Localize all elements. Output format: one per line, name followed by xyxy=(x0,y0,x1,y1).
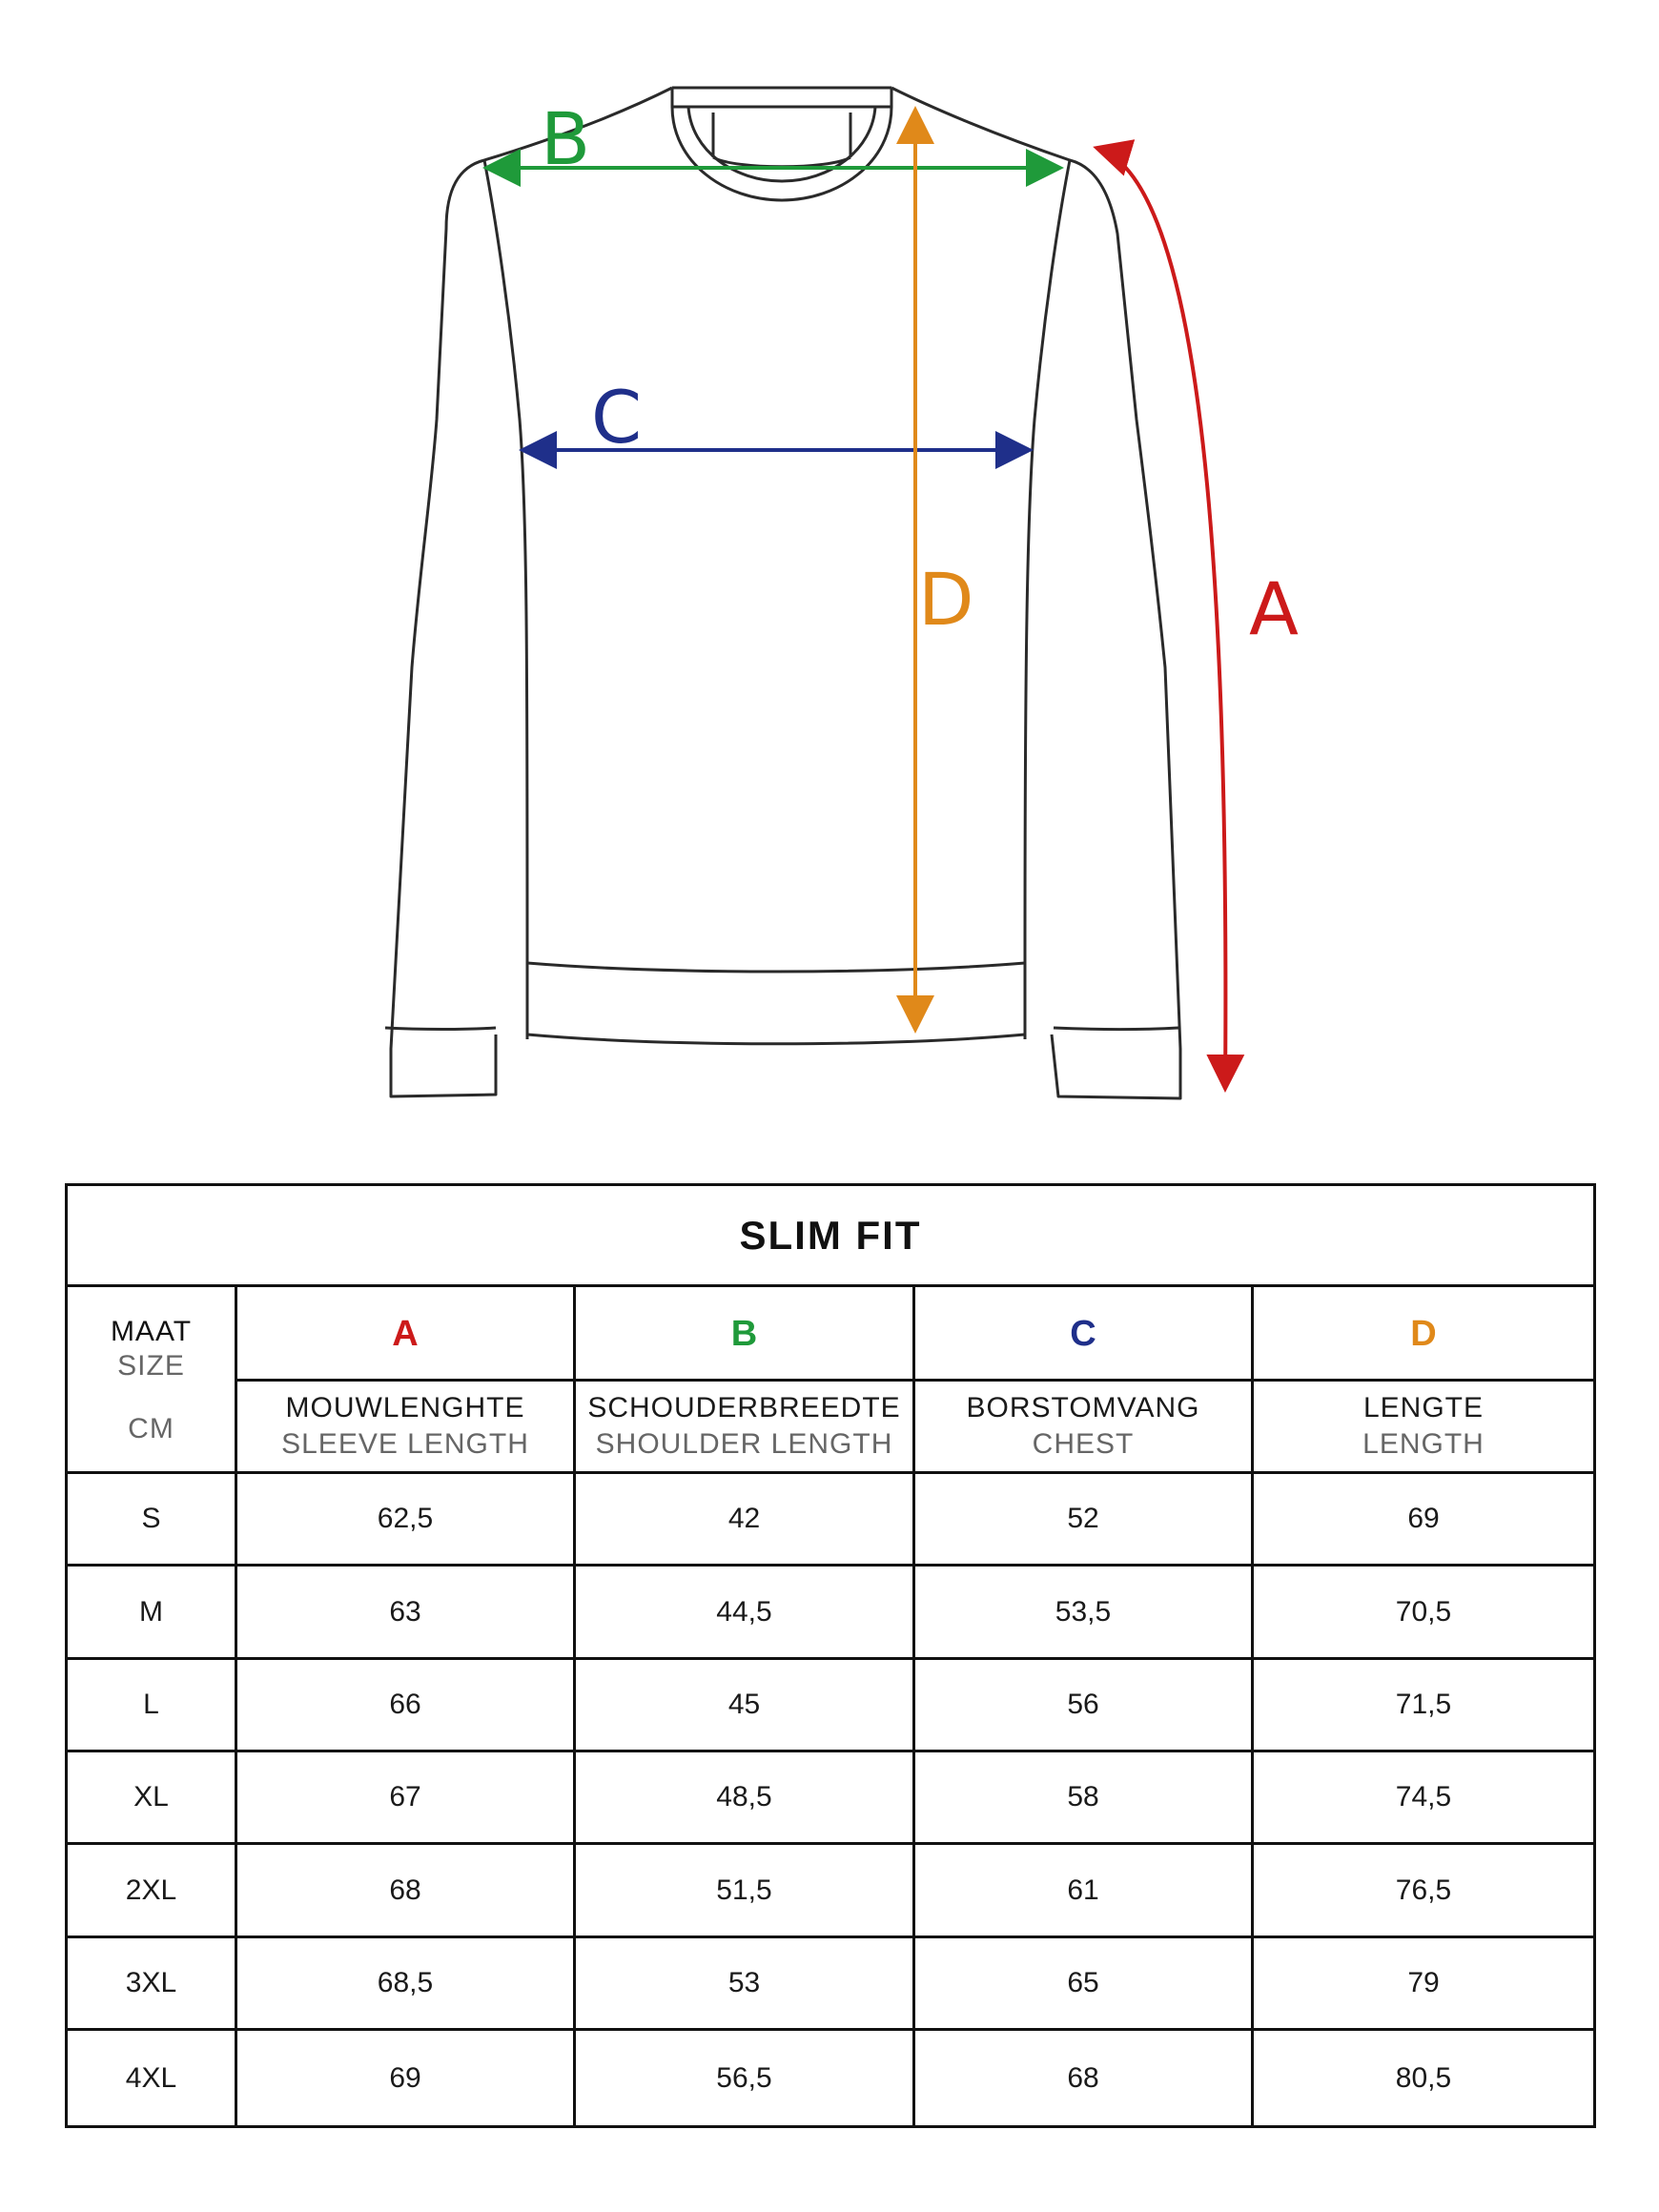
cell-b: 45 xyxy=(727,1689,761,1720)
column-letter-d: D xyxy=(1410,1314,1437,1354)
cell-a: 67 xyxy=(389,1781,421,1813)
size-header-maat: MAAT xyxy=(110,1316,193,1347)
column-header-b xyxy=(576,1382,912,1471)
label-b: B xyxy=(541,96,591,181)
row-size: 4XL xyxy=(125,2061,177,2094)
size-header-unit: CM xyxy=(128,1413,174,1444)
row-size: 2XL xyxy=(125,1874,177,1906)
cell-a: 68 xyxy=(389,1874,421,1906)
cell-a: 69 xyxy=(389,2061,421,2094)
cell-a: 62,5 xyxy=(377,1503,434,1534)
column-label: BORSTOMVANG xyxy=(966,1392,1200,1423)
label-c: C xyxy=(591,375,643,460)
cell-b: 44,5 xyxy=(716,1595,772,1628)
cell-c: 58 xyxy=(1067,1781,1099,1813)
column-label: SCHOUDERBREEDTE xyxy=(587,1392,901,1423)
column-header-c xyxy=(915,1382,1251,1471)
cell-c: 61 xyxy=(1067,1874,1099,1906)
row-size: L xyxy=(143,1689,159,1720)
row-size: XL xyxy=(133,1781,169,1813)
sweater-outline xyxy=(385,88,1180,1098)
column-header-a xyxy=(237,1382,573,1471)
column-sublabel: LENGTH xyxy=(1362,1428,1485,1460)
column-header-d xyxy=(1254,1382,1593,1471)
row-size: 3XL xyxy=(125,1967,177,1998)
cell-c: 52 xyxy=(1067,1503,1099,1534)
cell-b: 48,5 xyxy=(716,1781,772,1813)
label-a: A xyxy=(1249,566,1299,651)
cell-d: 76,5 xyxy=(1395,1874,1452,1906)
cell-d: 80,5 xyxy=(1395,2061,1452,2094)
column-sublabel: SLEEVE LENGTH xyxy=(281,1428,529,1460)
table-title: SLIM FIT xyxy=(68,1186,1593,1287)
size-header xyxy=(68,1290,235,1471)
cell-d: 79 xyxy=(1407,1967,1440,1998)
cell-a: 68,5 xyxy=(377,1967,434,1998)
column-letter-b: B xyxy=(730,1314,758,1354)
column-sublabel: SHOULDER LENGTH xyxy=(595,1428,893,1460)
cell-c: 56 xyxy=(1067,1689,1099,1720)
cell-c: 68 xyxy=(1067,2061,1099,2094)
size-header-size: SIZE xyxy=(117,1350,185,1382)
cell-d: 71,5 xyxy=(1395,1689,1452,1720)
column-label: LENGTE xyxy=(1362,1392,1485,1423)
label-d: D xyxy=(918,557,974,642)
column-sublabel: CHEST xyxy=(1032,1428,1135,1460)
column-letter-a: A xyxy=(392,1314,419,1354)
cell-b: 56,5 xyxy=(716,2061,772,2094)
row-size: M xyxy=(139,1595,163,1628)
size-table xyxy=(65,1183,1596,2128)
cell-d: 69 xyxy=(1407,1503,1440,1534)
cell-a: 63 xyxy=(389,1595,421,1628)
cell-b: 51,5 xyxy=(716,1874,772,1906)
column-label: MOUWLENGHTE xyxy=(285,1392,525,1423)
column-letter-c: C xyxy=(1070,1314,1096,1354)
cell-b: 53 xyxy=(727,1967,761,1998)
row-size: S xyxy=(141,1503,161,1534)
cell-d: 70,5 xyxy=(1395,1595,1452,1628)
cell-c: 65 xyxy=(1067,1967,1099,1998)
cell-c: 53,5 xyxy=(1055,1595,1112,1628)
cell-b: 42 xyxy=(727,1503,761,1534)
cell-d: 74,5 xyxy=(1395,1781,1452,1813)
cell-a: 66 xyxy=(389,1689,421,1720)
